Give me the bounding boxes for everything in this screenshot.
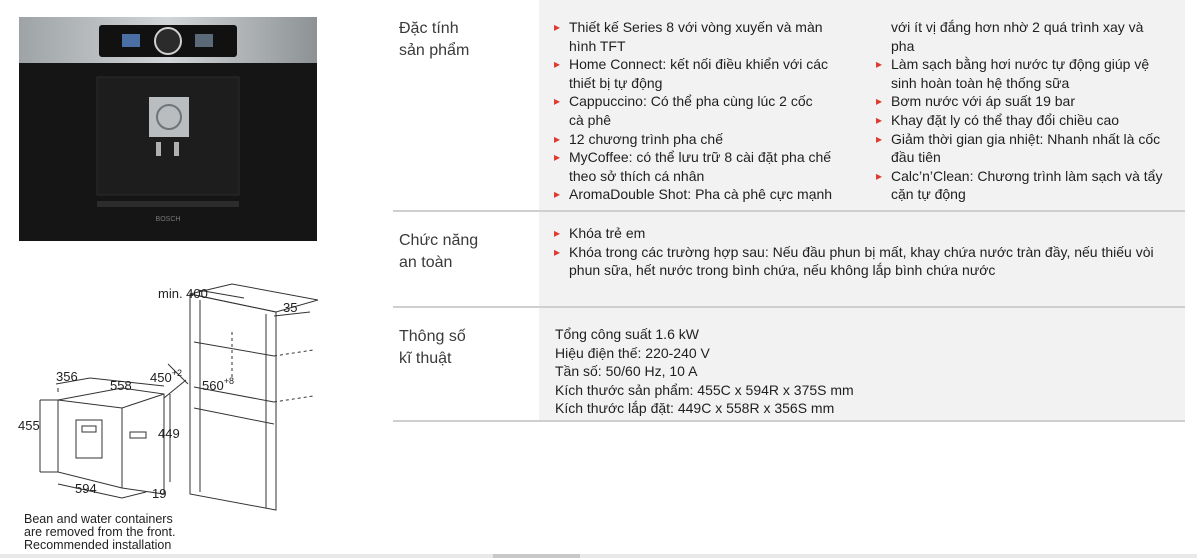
installation-diagram: [18, 272, 318, 512]
tech-line: Hiệu điện thế: 220-240 V: [555, 344, 710, 361]
tech-line: Tổng công suất 1.6 kW: [555, 326, 699, 342]
list-item: ▸ MyCoffee: có thể lưu trữ 8 cài đặt pha chế theo sở thích cá nhân: [554, 148, 862, 185]
caption-line: Bean and water containers: [24, 512, 173, 526]
installation-caption: [24, 513, 264, 552]
list-item: ▸ AromaDouble Shot: Pha cà phê cực mạnh: [554, 185, 862, 204]
spec-row-features: [393, 0, 1185, 212]
features-body: [539, 0, 1185, 210]
dim-558: 558: [110, 378, 132, 393]
spec-table: [393, 0, 1185, 422]
features-list-left: [554, 18, 876, 210]
row-title-safety: Chức năng an toàn: [399, 232, 479, 271]
dim-449: 449: [158, 426, 180, 441]
list-item: ▸ Khay đặt ly có thể thay đổi chiều cao: [876, 111, 1177, 130]
caption-line: Recommended installation: [24, 538, 172, 552]
tech-line: Tần số: 50/60 Hz, 10 A: [555, 363, 698, 380]
dim-594: 594: [75, 481, 97, 496]
safety-list: [554, 224, 1177, 280]
dim-19: 19: [152, 486, 167, 501]
scrollbar-thumb[interactable]: [493, 554, 580, 558]
safety-body: [539, 212, 1185, 306]
spec-row-safety: [393, 212, 1185, 308]
row-title-tech: Thông số kĩ thuật: [399, 328, 466, 367]
list-item: ▸ Thiết kế Series 8 với vòng xuyến và màn hình TFT: [554, 18, 862, 55]
caption-line: are removed from the front.: [24, 525, 176, 539]
list-item: ▸ Cappuccino: Có thể pha cùng lúc 2 cốc cà phê: [554, 92, 862, 129]
features-list-right: [876, 18, 1177, 210]
product-media-column: [0, 0, 380, 558]
list-item: ▸ 12 chương trình pha chế: [554, 130, 862, 149]
dim-min400: min. 400: [158, 286, 208, 301]
product-photo: [19, 17, 317, 241]
dim-450-tolerance: +2: [171, 368, 182, 378]
tech-line: Kích thước lắp đặt: 449C x 558R x 356S mm: [555, 400, 835, 417]
list-item: ▸ Calc’n’Clean: Chương trình làm sạch và tẩy cặn tự động: [876, 167, 1177, 204]
dim-35: 35: [283, 300, 298, 315]
list-item: ▸ Bơm nước với áp suất 19 bar: [876, 92, 1177, 111]
list-item: ▸ Làm sạch bằng hơi nước tự động giúp vệ sinh hoàn toàn hệ thống sữa: [876, 55, 1177, 92]
dim-560: $560^{+8}$: [202, 376, 234, 393]
list-item: ▸ Home Connect: kết nối điều khiển với các thiết bị tự động: [554, 55, 862, 92]
spec-row-tech: [393, 308, 1185, 422]
list-item-continuation: với ít vị đắng hơn nhờ 2 quá trình xay và pha: [891, 19, 1144, 54]
tech-body: [539, 308, 1185, 420]
dim-560-tolerance: +8: [223, 376, 234, 386]
brand-label: BOSCH: [155, 216, 181, 223]
list-item: ▸ Khóa trong các trường hợp sau: Nếu đầu phun bị mất, khay chứa nước tràn đầy, nếu thiếu vòi phun sữa, hết nước trong bình chứa, nếu không lắp bình chứa nước: [554, 243, 1177, 280]
row-title-features: Đặc tính sản phẩm: [399, 20, 470, 59]
dim-356: 356: [56, 369, 78, 384]
list-item: ▸ Giảm thời gian gia nhiệt: Nhanh nhất là cốc đầu tiên: [876, 130, 1177, 167]
list-item: ▸ Khóa trẻ em: [554, 224, 1177, 243]
tech-line: Kích thước sản phẩm: 455C x 594R x 375S mm: [555, 381, 854, 398]
dim-455: 455: [18, 418, 40, 433]
horizontal-scrollbar[interactable]: [0, 554, 1197, 558]
dim-450: $450^{+2}$: [150, 368, 182, 385]
